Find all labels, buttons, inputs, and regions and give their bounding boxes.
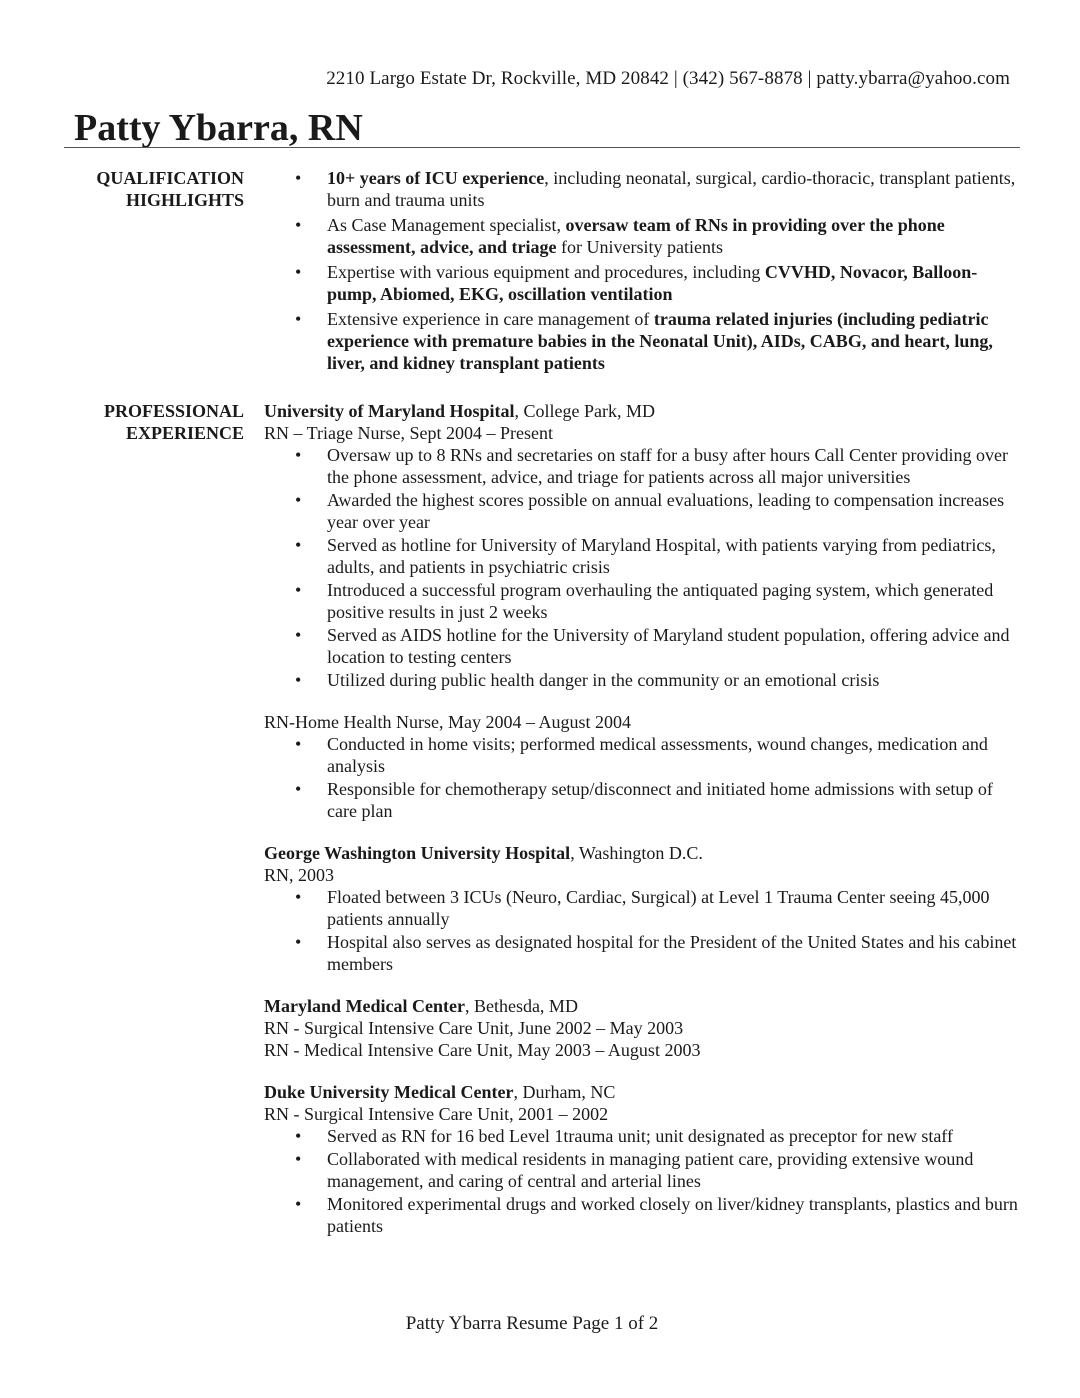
bullet-glyph: • [295,1194,302,1214]
bullet-glyph: • [295,262,302,282]
bullet-glyph: • [295,734,302,754]
employer-name: George Washington University Hospital [264,843,571,863]
bullet-glyph: • [295,779,302,799]
qualification-item [264,261,1024,305]
duty-item [264,733,1024,777]
qualification-item [264,167,1024,211]
employer-name: Maryland Medical Center [264,996,465,1016]
job-entry [264,995,1024,1061]
duty-text: Served as AIDS hotline for the University of Maryland student population, offering advice and location to testing centers [327,625,1010,667]
duty-item [264,489,1024,533]
duty-text: Responsible for chemotherapy setup/disconnect and initiated home admissions with setup of care plan [327,779,993,821]
duty-text: Monitored experimental drugs and worked closely on liver/kidney transplants, plastics and burn patients [327,1194,1018,1236]
qualification-text: , including neonatal, surgical, cardio-thoracic, transplant patients, burn and trauma units [327,168,1016,210]
bullet-glyph: • [295,215,302,235]
duty-list [264,444,1024,691]
employer-line [264,1081,1024,1103]
employer-line [264,400,1024,422]
bullet-glyph: • [295,580,302,600]
qualification-text: Extensive experience in care management of [327,309,654,329]
bullet-glyph: • [295,535,302,555]
duty-list [264,886,1024,975]
header-divider [64,147,1020,148]
duty-text: Collaborated with medical residents in managing patient care, providing extensive wound management, and caring of central and arterial lines [327,1149,974,1191]
qualification-text: CVVHD, Novacor, Balloon-pump, Abiomed, EKG, oscillation ventilation [327,262,978,304]
qualification-item [264,308,1024,374]
duty-item [264,1125,1024,1147]
duty-text: Conducted in home visits; performed medical assessments, wound changes, medication and analysis [327,734,988,776]
role-title: RN-Home Health Nurse, May 2004 – August 2004 [264,712,631,732]
duty-list [264,733,1024,822]
duty-text: Utilized during public health danger in the community or an emotional crisis [327,670,880,690]
duty-item [264,534,1024,578]
duty-text: Served as hotline for University of Maryland Hospital, with patients varying from pediatrics, adults, and patients in psychiatric crisis [327,535,996,577]
bullet-glyph: • [295,490,302,510]
duty-item [264,931,1024,975]
duty-text: Hospital also serves as designated hospital for the President of the United States and his cabinet members [327,932,1017,974]
bullet-glyph: • [295,625,302,645]
qualification-text: oversaw team of RNs in providing over the phone assessment, advice, and triage [327,215,945,257]
qualification-text: trauma related injuries (including pediatric experience with premature babies in the Neonatal Unit), AIDs, CABG, and heart, lung, liver, and kidney transplant patients [327,309,993,373]
employer-line [264,995,1024,1017]
role-title: RN - Medical Intensive Care Unit, May 2003 – August 2003 [264,1040,701,1060]
section-label-qualifications: QUALIFICATION HIGHLIGHTS [96,168,244,210]
qualification-text: As Case Management specialist, [327,215,566,235]
qualification-item [264,214,1024,258]
bullet-glyph: • [295,1149,302,1169]
job-entry [264,1081,1024,1237]
qualification-text: 10+ years of ICU experience [327,168,545,188]
qualifications-list [264,167,1024,374]
page-footer: Patty Ybarra Resume Page 1 of 2 [405,1313,659,1334]
duty-text: Awarded the highest scores possible on annual evaluations, leading to compensation increases year over year [327,490,1005,532]
duty-item [264,886,1024,930]
duty-item [264,778,1024,822]
bullet-glyph: • [295,932,302,952]
employer-location: , Washington D.C. [570,843,703,863]
employer-name: University of Maryland Hospital [264,401,515,421]
role-title: RN – Triage Nurse, Sept 2004 – Present [264,423,553,443]
employer-location: , Bethesda, MD [464,996,578,1016]
duty-item [264,1193,1024,1237]
duty-text: Floated between 3 ICUs (Neuro, Cardiac, Surgical) at Level 1 Trauma Center seeing 45,000 patients annually [327,887,990,929]
employer-location: , College Park, MD [514,401,655,421]
employer-line [264,842,1024,864]
employer-name: Duke University Medical Center [264,1082,514,1102]
duty-item [264,1148,1024,1192]
qualification-text: for University patients [556,237,723,257]
duty-text: Oversaw up to 8 RNs and secretaries on staff for a busy after hours Call Center providing over the phone assessment, advice, and triage for patients across all major universities [327,445,1008,487]
contact-line: 2210 Largo Estate Dr, Rockville, MD 20842 | (342) 567-8878 | patty.ybarra@yahoo.com [326,68,1010,89]
bullet-glyph: • [295,168,302,188]
duty-text: Served as RN for 16 bed Level 1trauma unit; unit designated as preceptor for new staff [327,1126,953,1146]
employer-location: , Durham, NC [513,1082,616,1102]
experience-body [264,400,1024,1257]
bullet-glyph: • [295,670,302,690]
bullet-glyph: • [295,1126,302,1146]
duty-item [264,444,1024,488]
duty-text: Introduced a successful program overhauling the antiquated paging system, which generated positive results in just 2 weeks [327,580,994,622]
bullet-glyph: • [295,887,302,907]
job-entry [264,842,1024,975]
job-entry [264,400,1024,691]
job-entry [264,711,1024,822]
duty-item [264,624,1024,668]
qualification-text: Expertise with various equipment and procedures, including [327,262,765,282]
bullet-glyph: • [295,309,302,329]
duty-item [264,579,1024,623]
duty-list [264,1125,1024,1237]
bullet-glyph: • [295,445,302,465]
duty-item [264,669,1024,691]
qualifications-body [264,167,1024,377]
role-title: RN, 2003 [264,865,335,885]
role-title: RN - Surgical Intensive Care Unit, June 2002 – May 2003 [264,1018,684,1038]
section-label-experience: PROFESSIONAL EXPERIENCE [103,401,244,443]
role-title: RN - Surgical Intensive Care Unit, 2001 – 2002 [264,1104,609,1124]
candidate-name: Patty Ybarra, RN [74,107,363,149]
